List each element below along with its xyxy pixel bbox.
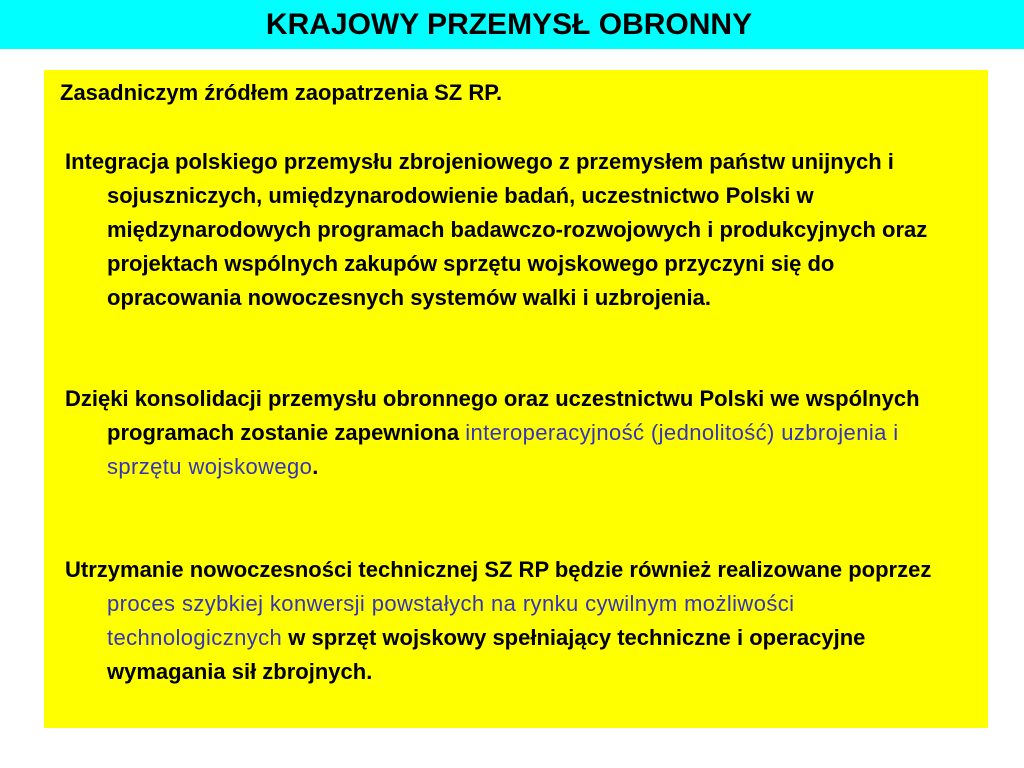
paragraph-3-text-before: Dzięki konsolidacji przemysłu obronnego oraz uczestnictwu Polski we wspólnych programach zostanie zapewniona bbox=[65, 386, 920, 445]
paragraph-4-text-after: w sprzęt wojskowy spełniający techniczne i operacyjne wymagania sił zbrojnych. bbox=[107, 625, 866, 684]
paragraph-4 bbox=[65, 553, 955, 689]
page-title: KRAJOWY PRZEMYSŁ OBRONNY bbox=[265, 7, 753, 41]
paragraph-2-text: Integracja polskiego przemysłu zbrojeniowego z przemysłem państw unijnych i sojuszniczych, umiędzynarodowienie badań, uczestnictwo Polski w międzynarodowych programach badawczo-rozwojowych i produkcyjnych oraz projektach wspólnych zakupów sprzętu wojskowego przyczyni się do opracowania nowoczesnych systemów walki i uzbrojenia. bbox=[65, 149, 928, 310]
paragraph-3-text-after: . bbox=[312, 454, 319, 479]
paragraph-1 bbox=[60, 76, 930, 110]
paragraph-4-highlight: proces szybkiej konwersji powstałych na rynku cywilnym możliwości technologicznych bbox=[107, 591, 795, 650]
paragraph-3-highlight: interoperacyjność (jednolitość) uzbrojenia i sprzętu wojskowego bbox=[107, 420, 899, 479]
paragraph-2 bbox=[65, 145, 935, 315]
paragraph-3 bbox=[65, 382, 945, 484]
paragraph-1-text: Zasadniczym źródłem zaopatrzenia SZ RP. bbox=[60, 80, 503, 105]
title-bar bbox=[0, 0, 1024, 49]
paragraph-4-text-before: Utrzymanie nowoczesności technicznej SZ RP będzie również realizowane poprzez bbox=[65, 557, 932, 582]
